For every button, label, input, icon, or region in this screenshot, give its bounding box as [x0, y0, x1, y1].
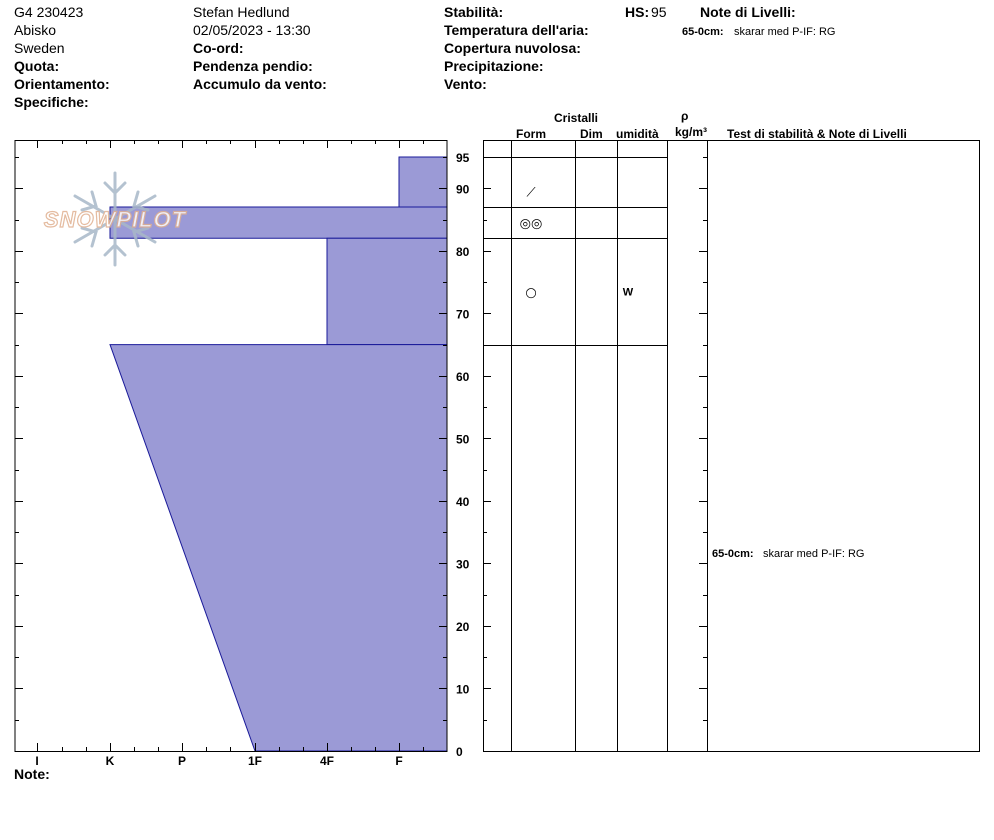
hardness-layer-0: [399, 157, 447, 207]
depth-label-10: 10: [456, 682, 470, 697]
stability-notes-header: Test di stabilità & Note di Livelli: [727, 127, 907, 141]
depth-label-50: 50: [456, 432, 470, 447]
side-note-depth: 65-0cm:: [712, 548, 754, 560]
hardness-label-1F: 1F: [247, 754, 263, 768]
depth-label-30: 30: [456, 557, 470, 572]
specifics-label: Specifiche:: [14, 94, 89, 110]
layer-note-depth: 65-0cm:: [682, 26, 724, 38]
form-header: Form: [516, 127, 546, 141]
depth-label-90: 90: [456, 182, 470, 197]
depth-label-0: 0: [456, 745, 463, 759]
depth-label-60: 60: [456, 369, 470, 384]
side-note-text: skarar med P-IF: RG: [763, 548, 865, 560]
location: Abisko: [14, 22, 57, 38]
precipitation-label: Precipitazione:: [444, 58, 544, 74]
hardness-label-I: I: [35, 754, 39, 768]
crystal-form-1: ◎◎: [519, 216, 543, 232]
depth-label-40: 40: [456, 494, 470, 509]
hs-label: HS:: [625, 4, 650, 20]
hardness-profile: [110, 157, 447, 751]
hardness-layer-2: [327, 238, 447, 344]
cloud-cover-label: Copertura nuvolosa:: [444, 40, 581, 56]
moisture-header: umidità: [616, 127, 659, 141]
coord-label: Co-ord:: [193, 40, 244, 56]
crystal-form-2: ○: [525, 285, 537, 301]
hardness-label-K: K: [105, 754, 115, 768]
size-header: Dim: [580, 127, 603, 141]
snowpilot-logo: [44, 173, 187, 265]
air-temp-label: Temperatura dell'aria:: [444, 22, 589, 38]
depth-label-70: 70: [456, 307, 470, 322]
moisture-0: W: [622, 286, 634, 299]
slope-label: Pendenza pendio:: [193, 58, 313, 74]
depth-label-95: 95: [456, 151, 470, 165]
density-symbol: ρ: [681, 109, 689, 123]
quota-label: Quota:: [14, 58, 60, 74]
hardness-label-P: P: [177, 754, 187, 768]
datetime: 02/05/2023 - 13:30: [193, 22, 311, 38]
crystal-form-0: ⟋: [526, 185, 536, 201]
layer-notes-label: Note di Livelli:: [700, 4, 796, 20]
hs-value: 95: [651, 4, 667, 20]
depth-label-20: 20: [456, 619, 470, 634]
density-unit: kg/m³: [675, 125, 708, 139]
layer-note-text: skarar med P-IF: RG: [734, 26, 836, 38]
wind-label: Vento:: [444, 76, 487, 92]
depth-label-80: 80: [456, 244, 470, 259]
layer-table-frame: [484, 141, 980, 752]
observer: Stefan Hedlund: [193, 4, 290, 20]
hardness-layer-3: [110, 345, 447, 751]
orientation-label: Orientamento:: [14, 76, 110, 92]
pit-id: G4 230423: [14, 4, 84, 20]
stability-label: Stabilità:: [444, 4, 504, 20]
hardness-label-F: F: [395, 754, 403, 768]
logo-wordmark: SNOWPILOT: [43, 207, 187, 232]
country: Sweden: [14, 40, 65, 56]
note-label: Note:: [14, 766, 50, 782]
hardness-label-4F: 4F: [319, 754, 335, 768]
wind-loading-label: Accumulo da vento:: [193, 76, 327, 92]
crystals-header: Cristalli: [554, 111, 599, 125]
